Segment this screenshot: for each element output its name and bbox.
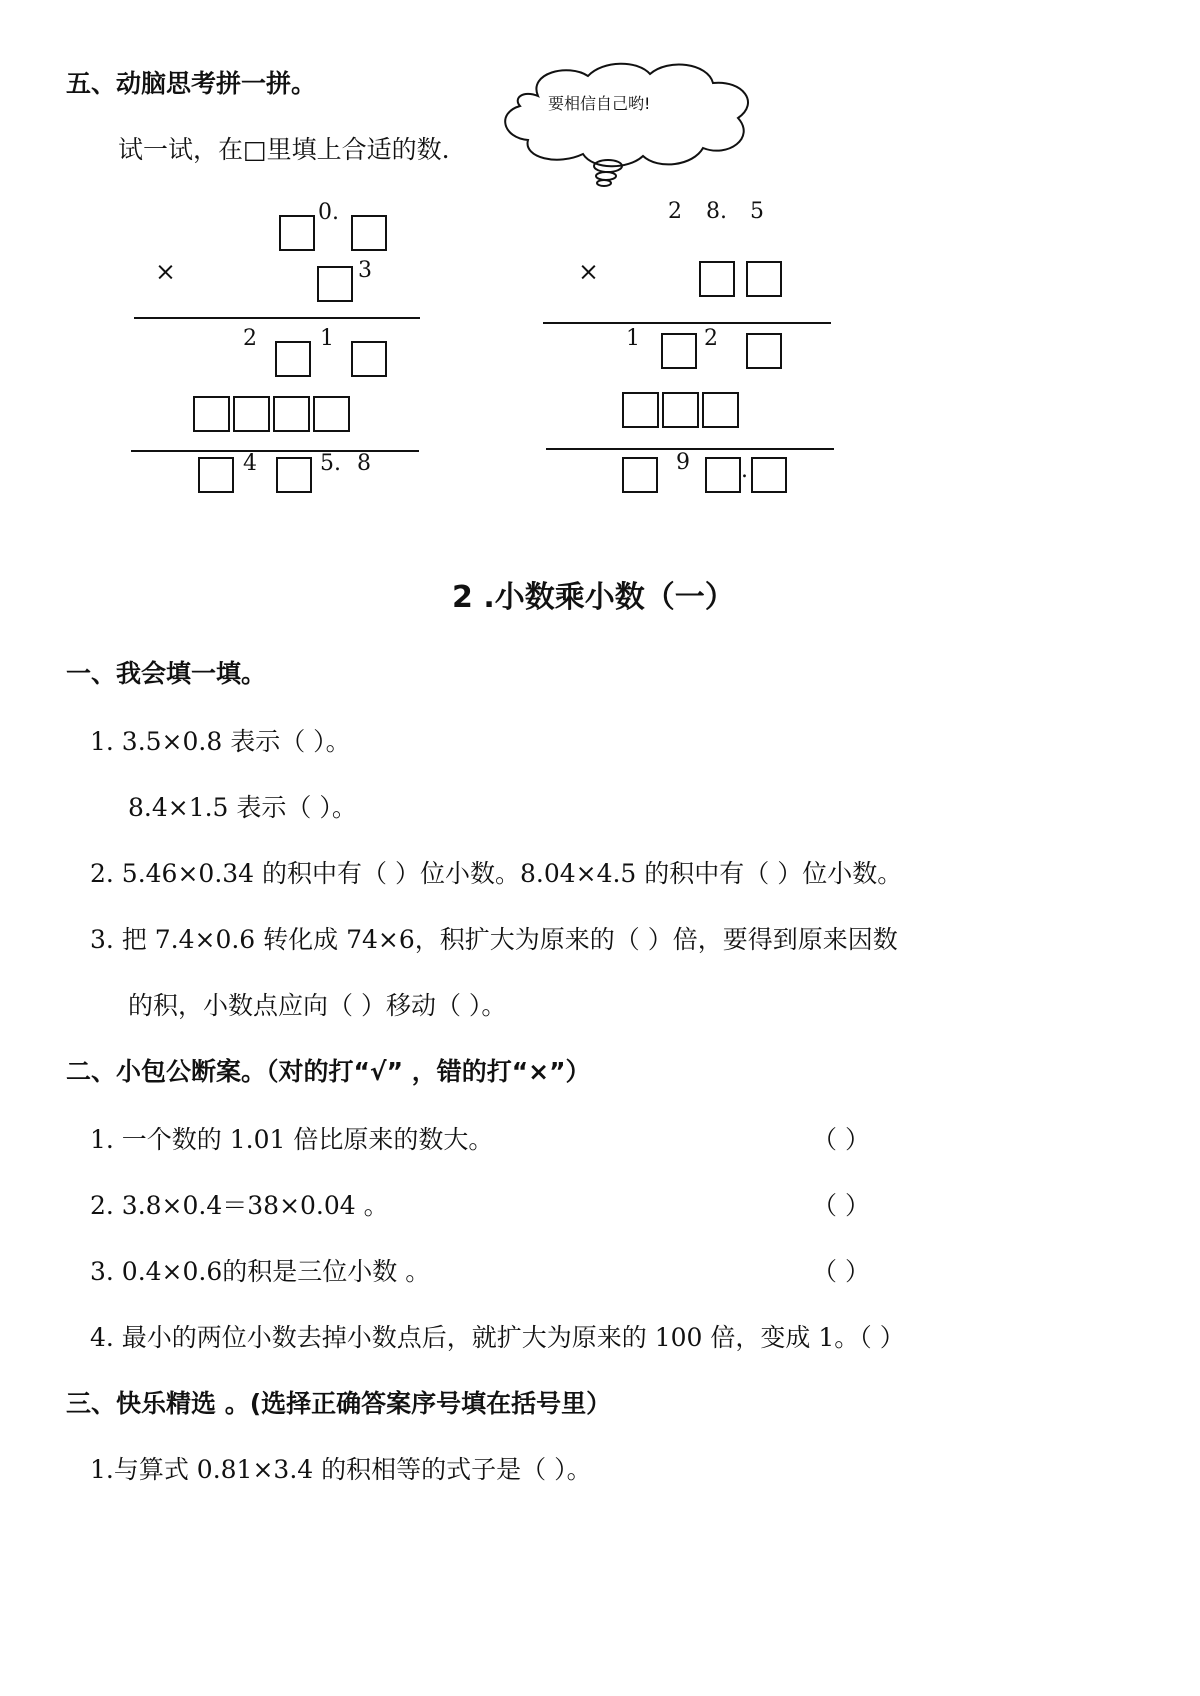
blank-box[interactable]: [273, 396, 310, 432]
blank-box[interactable]: [705, 457, 741, 493]
question-text: 的积，小数点应向（ ）移动（ ）。: [128, 991, 507, 1020]
judgment-item: 2. 3.8×0.4＝38×0.04 。: [90, 1191, 389, 1220]
blank-box[interactable]: [746, 261, 782, 297]
digit: 5: [750, 199, 764, 224]
blank-box[interactable]: [193, 396, 230, 432]
digit: 3: [358, 258, 372, 283]
question-text: 8.4×1.5 表示（ ）。: [128, 793, 357, 822]
section-heading: 三、快乐精选 。(选择正确答案序号填在括号里）: [66, 1389, 612, 1418]
blank-box[interactable]: [351, 341, 387, 377]
judgment-item: 1. 一个数的 1.01 倍比原来的数大。: [90, 1125, 494, 1154]
digit: 0.: [318, 200, 339, 225]
section-heading: 二、小包公断案。（对的打“√” ，错的打“×”）: [66, 1057, 591, 1086]
bubble-text: 要相信自己哟!: [548, 94, 651, 113]
blank-box[interactable]: [317, 266, 353, 302]
blank-box[interactable]: [351, 215, 387, 251]
blank-box[interactable]: [198, 457, 234, 493]
divider-line: [546, 448, 834, 450]
blank-box[interactable]: [233, 396, 270, 432]
divider-line: [131, 450, 419, 452]
blank-box[interactable]: [276, 457, 312, 493]
blank-box[interactable]: [622, 392, 659, 428]
decimal-point: .: [741, 458, 748, 483]
instruction-text: 试一试，在□里填上合适的数.: [118, 135, 450, 164]
digit: 1: [320, 326, 334, 351]
digit: 2: [243, 326, 257, 351]
answer-parens[interactable]: （ ）: [812, 1125, 870, 1154]
digit: 8.: [706, 199, 727, 224]
blank-box[interactable]: [279, 215, 315, 251]
digit: 2: [704, 326, 718, 351]
blank-box[interactable]: [746, 333, 782, 369]
blank-box[interactable]: [313, 396, 350, 432]
blank-box[interactable]: [275, 341, 311, 377]
answer-parens[interactable]: （ ）: [812, 1257, 870, 1286]
digit: 1: [626, 326, 640, 351]
question-text: 3. 把 7.4×0.6 转化成 74×6，积扩大为原来的（ ）倍，要得到原来因数: [90, 925, 898, 954]
blank-box[interactable]: [661, 333, 697, 369]
times-sign: ×: [155, 257, 176, 286]
divider-line: [543, 322, 831, 324]
blank-box[interactable]: [702, 392, 739, 428]
digit: 4: [243, 451, 257, 476]
times-sign: ×: [578, 257, 599, 286]
digit: 5.: [320, 451, 341, 476]
judgment-item: 4. 最小的两位小数去掉小数点后，就扩大为原来的 100 倍，变成 1。（ ）: [90, 1323, 905, 1352]
blank-box[interactable]: [751, 457, 787, 493]
question-text: 2. 5.46×0.34 的积中有（ ）位小数。8.04×4.5 的积中有（ ）位小数。: [90, 859, 903, 888]
judgment-item: 3. 0.4×0.6的积是三位小数 。: [90, 1257, 431, 1286]
thought-bubble: [498, 58, 758, 188]
question-text: 1. 3.5×0.8 表示（ ）。: [90, 727, 351, 756]
question-text: 1.与算式 0.81×3.4 的积相等的式子是（ ）。: [90, 1455, 592, 1484]
section-heading: 一、我会填一填。: [66, 659, 267, 688]
digit: 8: [357, 451, 371, 476]
blank-box[interactable]: [699, 261, 735, 297]
blank-box[interactable]: [622, 457, 658, 493]
divider-line: [134, 317, 420, 319]
page-title: 2 .小数乘小数（一）: [452, 580, 735, 615]
digit: 2: [668, 199, 682, 224]
answer-parens[interactable]: （ ）: [812, 1191, 870, 1220]
digit: 9: [676, 450, 690, 475]
section-heading: 五、动脑思考拼一拼。: [66, 69, 317, 98]
blank-box[interactable]: [662, 392, 699, 428]
